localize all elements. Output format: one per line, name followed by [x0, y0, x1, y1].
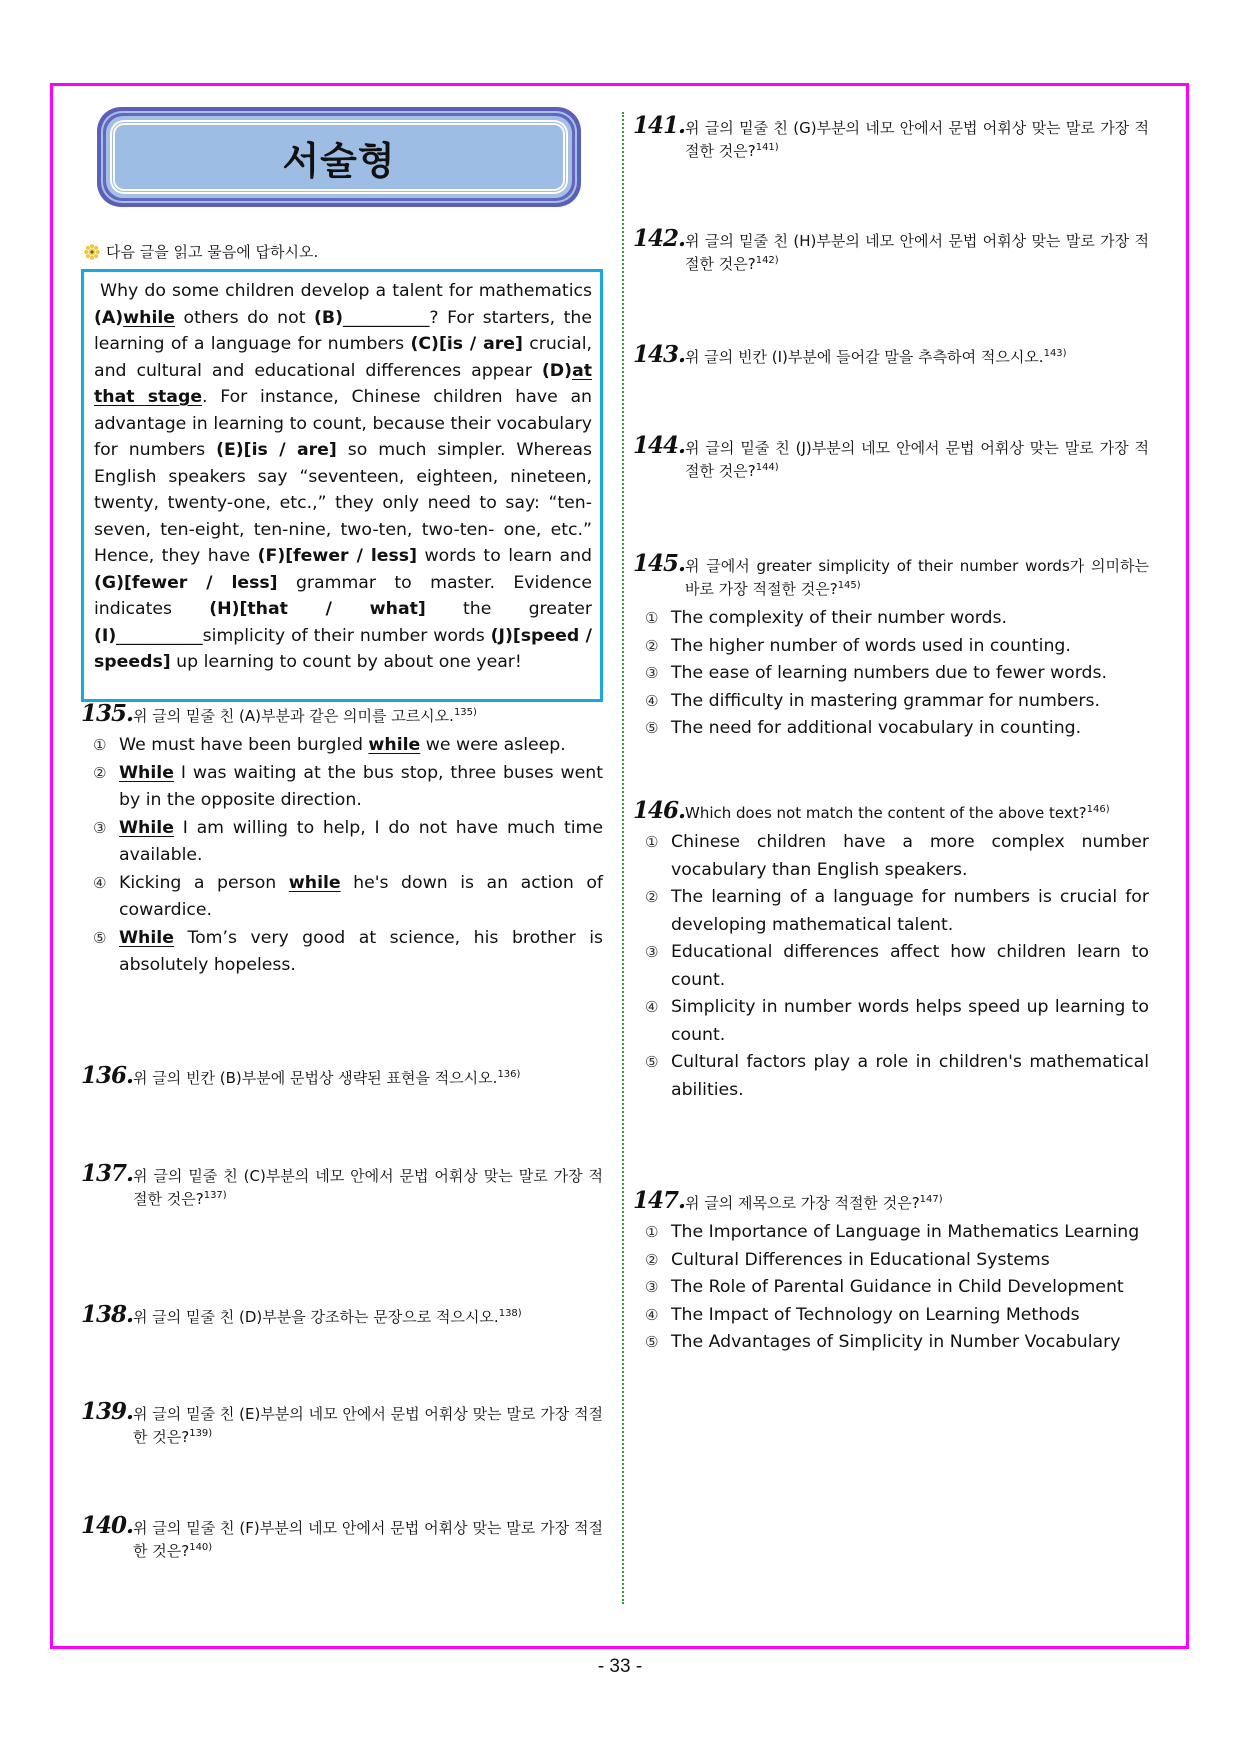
- option-text: The learning of a language for numbers is crucial for developing mathematical talent.: [671, 887, 1149, 935]
- passage-label: (D): [541, 360, 573, 381]
- option-text: The Impact of Technology on Learning Methods: [671, 1304, 1080, 1325]
- options-135: [81, 732, 603, 980]
- question-146: [633, 797, 1149, 1104]
- option-4[interactable]: [633, 1302, 1149, 1330]
- option-text: Kicking a person while he's down is an action of cowardice.: [119, 872, 604, 920]
- question-text: 위 글의 밑줄 친 (C)부분의 네모 안에서 문법 어휘상 맞는 말로 가장 적절한 것은?: [133, 1167, 603, 1208]
- question-141: [633, 112, 1149, 163]
- footnote-ref: 137): [203, 1190, 227, 1201]
- question-text: 위 글의 빈칸 (B)부분에 문법상 생략된 표현을 적으시오.: [133, 1069, 498, 1087]
- option-marker: ⑤: [93, 928, 107, 947]
- passage-segment: others do not: [175, 307, 315, 328]
- option-marker: ③: [645, 943, 659, 961]
- option-marker: ③: [645, 664, 659, 682]
- option-text: While I am willing to help, I do not have much time available.: [119, 817, 603, 865]
- option-marker: ④: [645, 1305, 659, 1324]
- option-text: Chinese children have a more complex number vocabulary than English speakers.: [671, 832, 1149, 880]
- underlined-word: while: [368, 735, 421, 755]
- passage-segment: up learning to count by about one year!: [170, 652, 522, 672]
- section-title: 서술형: [282, 138, 396, 183]
- question-number: 147.: [633, 1187, 686, 1214]
- options-147: [633, 1219, 1149, 1357]
- option-text: We must have been burgled while we were asleep.: [119, 735, 566, 755]
- passage-segment: the greater: [425, 599, 593, 619]
- footnote-ref: 143): [1043, 348, 1067, 359]
- option-marker: ①: [645, 1223, 659, 1241]
- option-1[interactable]: [633, 1219, 1149, 1247]
- passage-underlined: while: [123, 307, 176, 328]
- option-text: The Importance of Language in Mathematics Learning: [671, 1222, 1140, 1242]
- section-title-banner: [97, 107, 581, 207]
- option-5[interactable]: [81, 925, 603, 980]
- passage-text: [94, 281, 592, 672]
- option-marker: ②: [645, 888, 659, 906]
- option-2[interactable]: [633, 633, 1149, 661]
- footnote-ref: 146): [1086, 804, 1110, 815]
- question-number: 136.: [81, 1062, 134, 1089]
- option-3[interactable]: [633, 660, 1149, 688]
- option-1[interactable]: [633, 605, 1149, 633]
- option-marker: ②: [645, 1250, 659, 1269]
- option-marker: ⑤: [645, 1333, 659, 1351]
- question-number: 139.: [81, 1398, 134, 1425]
- option-1[interactable]: [81, 732, 603, 760]
- option-text: Cultural Differences in Educational Systems: [671, 1249, 1050, 1270]
- reading-passage: [81, 269, 603, 702]
- option-marker: ⑤: [645, 1053, 659, 1071]
- footnote-ref: 135): [453, 707, 477, 718]
- option-marker: ④: [93, 873, 107, 892]
- question-number: 143.: [633, 341, 686, 368]
- footnote-ref: 144): [755, 462, 779, 473]
- question-143: [633, 341, 1149, 369]
- option-marker: ②: [93, 763, 107, 782]
- column-divider: [622, 112, 624, 1604]
- passage-segment: __________simplicity of their number words: [116, 625, 491, 646]
- option-marker: ③: [93, 818, 107, 837]
- options-145: [633, 605, 1149, 743]
- passage-segment: . For instance, Chinese children have an advantage in learning to count, because their vocabulary for numbers: [94, 387, 592, 460]
- footnote-ref: 145): [837, 580, 861, 591]
- question-136: [81, 1062, 603, 1090]
- option-3[interactable]: [81, 815, 603, 870]
- option-marker: ①: [93, 736, 107, 754]
- option-3[interactable]: [633, 1274, 1149, 1302]
- passage-segment: crucial, and cultural and educational differences appear: [94, 334, 592, 381]
- option-text: The higher number of words used in counting.: [671, 635, 1071, 656]
- question-text: 위 글의 밑줄 친 (H)부분의 네모 안에서 문법 어휘상 맞는 말로 가장 적절한 것은?: [685, 232, 1149, 273]
- option-text: Simplicity in number words helps speed up learning to count.: [671, 997, 1149, 1045]
- question-text: 위 글에서 greater simplicity of their number words가 의미하는 바로 가장 적절한 것은?: [685, 557, 1149, 598]
- option-marker: ①: [645, 833, 659, 851]
- question-145: [633, 550, 1149, 743]
- underlined-word: While: [119, 762, 174, 783]
- underlined-word: While: [119, 817, 174, 838]
- question-number: 140.: [81, 1512, 134, 1539]
- question-138: [81, 1301, 603, 1329]
- option-marker: ⑤: [645, 719, 659, 737]
- footnote-ref: 142): [755, 255, 779, 266]
- sunflower-icon: [84, 244, 100, 260]
- footnote-ref: 136): [497, 1069, 521, 1080]
- question-137: [81, 1160, 603, 1211]
- passage-label: (A): [94, 307, 124, 328]
- option-marker: ②: [645, 636, 659, 655]
- option-5[interactable]: [633, 1329, 1149, 1357]
- page-number: - 33 -: [597, 1656, 643, 1677]
- passage-label: (F)[fewer / less]: [257, 546, 417, 566]
- question-number: 146.: [633, 797, 686, 824]
- option-4[interactable]: [633, 994, 1149, 1049]
- option-text: The Advantages of Simplicity in Number Vocabulary: [671, 1332, 1121, 1352]
- question-139: [81, 1398, 603, 1449]
- option-2[interactable]: [633, 1247, 1149, 1275]
- question-text: 위 글의 밑줄 친 (D)부분을 강조하는 문장으로 적으시오.: [133, 1308, 499, 1326]
- question-144: [633, 432, 1149, 483]
- option-2[interactable]: [633, 884, 1149, 939]
- question-142: [633, 225, 1149, 276]
- option-4[interactable]: [633, 688, 1149, 716]
- question-number: 142.: [633, 225, 686, 252]
- options-146: [633, 829, 1149, 1104]
- question-text: 위 글의 밑줄 친 (E)부분의 네모 안에서 문법 어휘상 맞는 말로 가장 적절한 것은?: [133, 1405, 603, 1446]
- option-3[interactable]: [633, 939, 1149, 994]
- instruction: [84, 241, 318, 262]
- underlined-word: While: [119, 927, 174, 948]
- option-text: Cultural factors play a role in children's mathematical abilities.: [671, 1052, 1149, 1100]
- question-number: 144.: [633, 432, 686, 459]
- question-text: 위 글의 밑줄 친 (G)부분의 네모 안에서 문법 어휘상 맞는 말로 가장 적절한 것은?: [685, 119, 1149, 160]
- passage-label: (J)[speed / speeds]: [94, 625, 592, 672]
- option-2[interactable]: [81, 760, 603, 815]
- question-number: 138.: [81, 1301, 134, 1328]
- passage-label: (E)[is / are]: [216, 440, 337, 460]
- question-text: Which does not match the content of the above text?: [685, 804, 1087, 822]
- instruction-text: 다음 글을 읽고 물음에 답하시오.: [106, 243, 319, 261]
- footnote-ref: 139): [189, 1428, 213, 1439]
- footnote-ref: 147): [919, 1194, 943, 1205]
- option-5[interactable]: [633, 715, 1149, 743]
- option-5[interactable]: [633, 1049, 1149, 1104]
- underlined-word: while: [288, 872, 341, 893]
- option-text: The difficulty in mastering grammar for numbers.: [671, 690, 1100, 711]
- option-1[interactable]: [633, 829, 1149, 884]
- passage-segment: Why do some children develop a talent for mathematics: [100, 281, 592, 301]
- passage-label: (I): [94, 625, 117, 646]
- question-135: [81, 700, 604, 980]
- option-text: Educational differences affect how children learn to count.: [671, 942, 1149, 990]
- option-4[interactable]: [81, 870, 603, 925]
- question-number: 145.: [633, 550, 686, 577]
- footnote-ref: 141): [755, 142, 779, 153]
- passage-segment: so much simpler. Whereas English speakers say “seventeen, eighteen, nineteen, twenty, twenty-one, etc.,” they only need to say: “ten-seven, ten-eight, ten-nine, two-ten, two-ten- one, etc.” Hence, they have: [94, 440, 593, 566]
- passage-label: (H)[that / what]: [209, 599, 426, 619]
- question-147: [633, 1187, 1149, 1357]
- option-text: The complexity of their number words.: [671, 608, 1007, 628]
- question-number: 141.: [633, 112, 686, 139]
- option-text: The Role of Parental Guidance in Child Development: [671, 1277, 1124, 1297]
- passage-label: (G)[fewer / less]: [94, 572, 278, 593]
- footnote-ref: 138): [498, 1308, 522, 1319]
- option-marker: ④: [645, 998, 659, 1016]
- option-marker: ③: [645, 1278, 659, 1296]
- question-number: 135.: [81, 700, 134, 727]
- question-text: 위 글의 빈칸 (I)부분에 들어갈 말을 추측하여 적으시오.: [685, 348, 1044, 366]
- passage-label: (C)[is / are]: [410, 334, 523, 354]
- option-text: While I was waiting at the bus stop, three buses went by in the opposite direction.: [119, 762, 603, 810]
- question-text: 위 글의 밑줄 친 (F)부분의 네모 안에서 문법 어휘상 맞는 말로 가장 적절한 것은?: [133, 1519, 603, 1560]
- passage-segment: __________? For starters, the learning of a language for numbers: [94, 307, 593, 354]
- question-text: 위 글의 밑줄 친 (A)부분과 같은 의미를 고르시오.: [133, 707, 454, 725]
- question-number: 137.: [81, 1160, 134, 1187]
- passage-segment: words to learn and: [417, 546, 593, 566]
- passage-underlined: at that stage: [94, 360, 592, 407]
- footnote-ref: 140): [189, 1542, 213, 1553]
- option-marker: ①: [645, 609, 659, 627]
- passage-segment: grammar to master. Evidence indicates: [94, 572, 592, 619]
- option-text: The need for additional vocabulary in counting.: [671, 718, 1082, 738]
- question-text: 위 글의 제목으로 가장 적절한 것은?: [685, 1194, 920, 1212]
- question-text: 위 글의 밑줄 친 (J)부분의 네모 안에서 문법 어휘상 맞는 말로 가장 적절한 것은?: [685, 439, 1149, 480]
- option-marker: ④: [645, 691, 659, 710]
- option-text: While Tom’s very good at science, his brother is absolutely hopeless.: [119, 927, 603, 975]
- question-140: [81, 1512, 603, 1563]
- option-text: The ease of learning numbers due to fewer words.: [671, 663, 1108, 683]
- passage-label: (B): [314, 307, 343, 328]
